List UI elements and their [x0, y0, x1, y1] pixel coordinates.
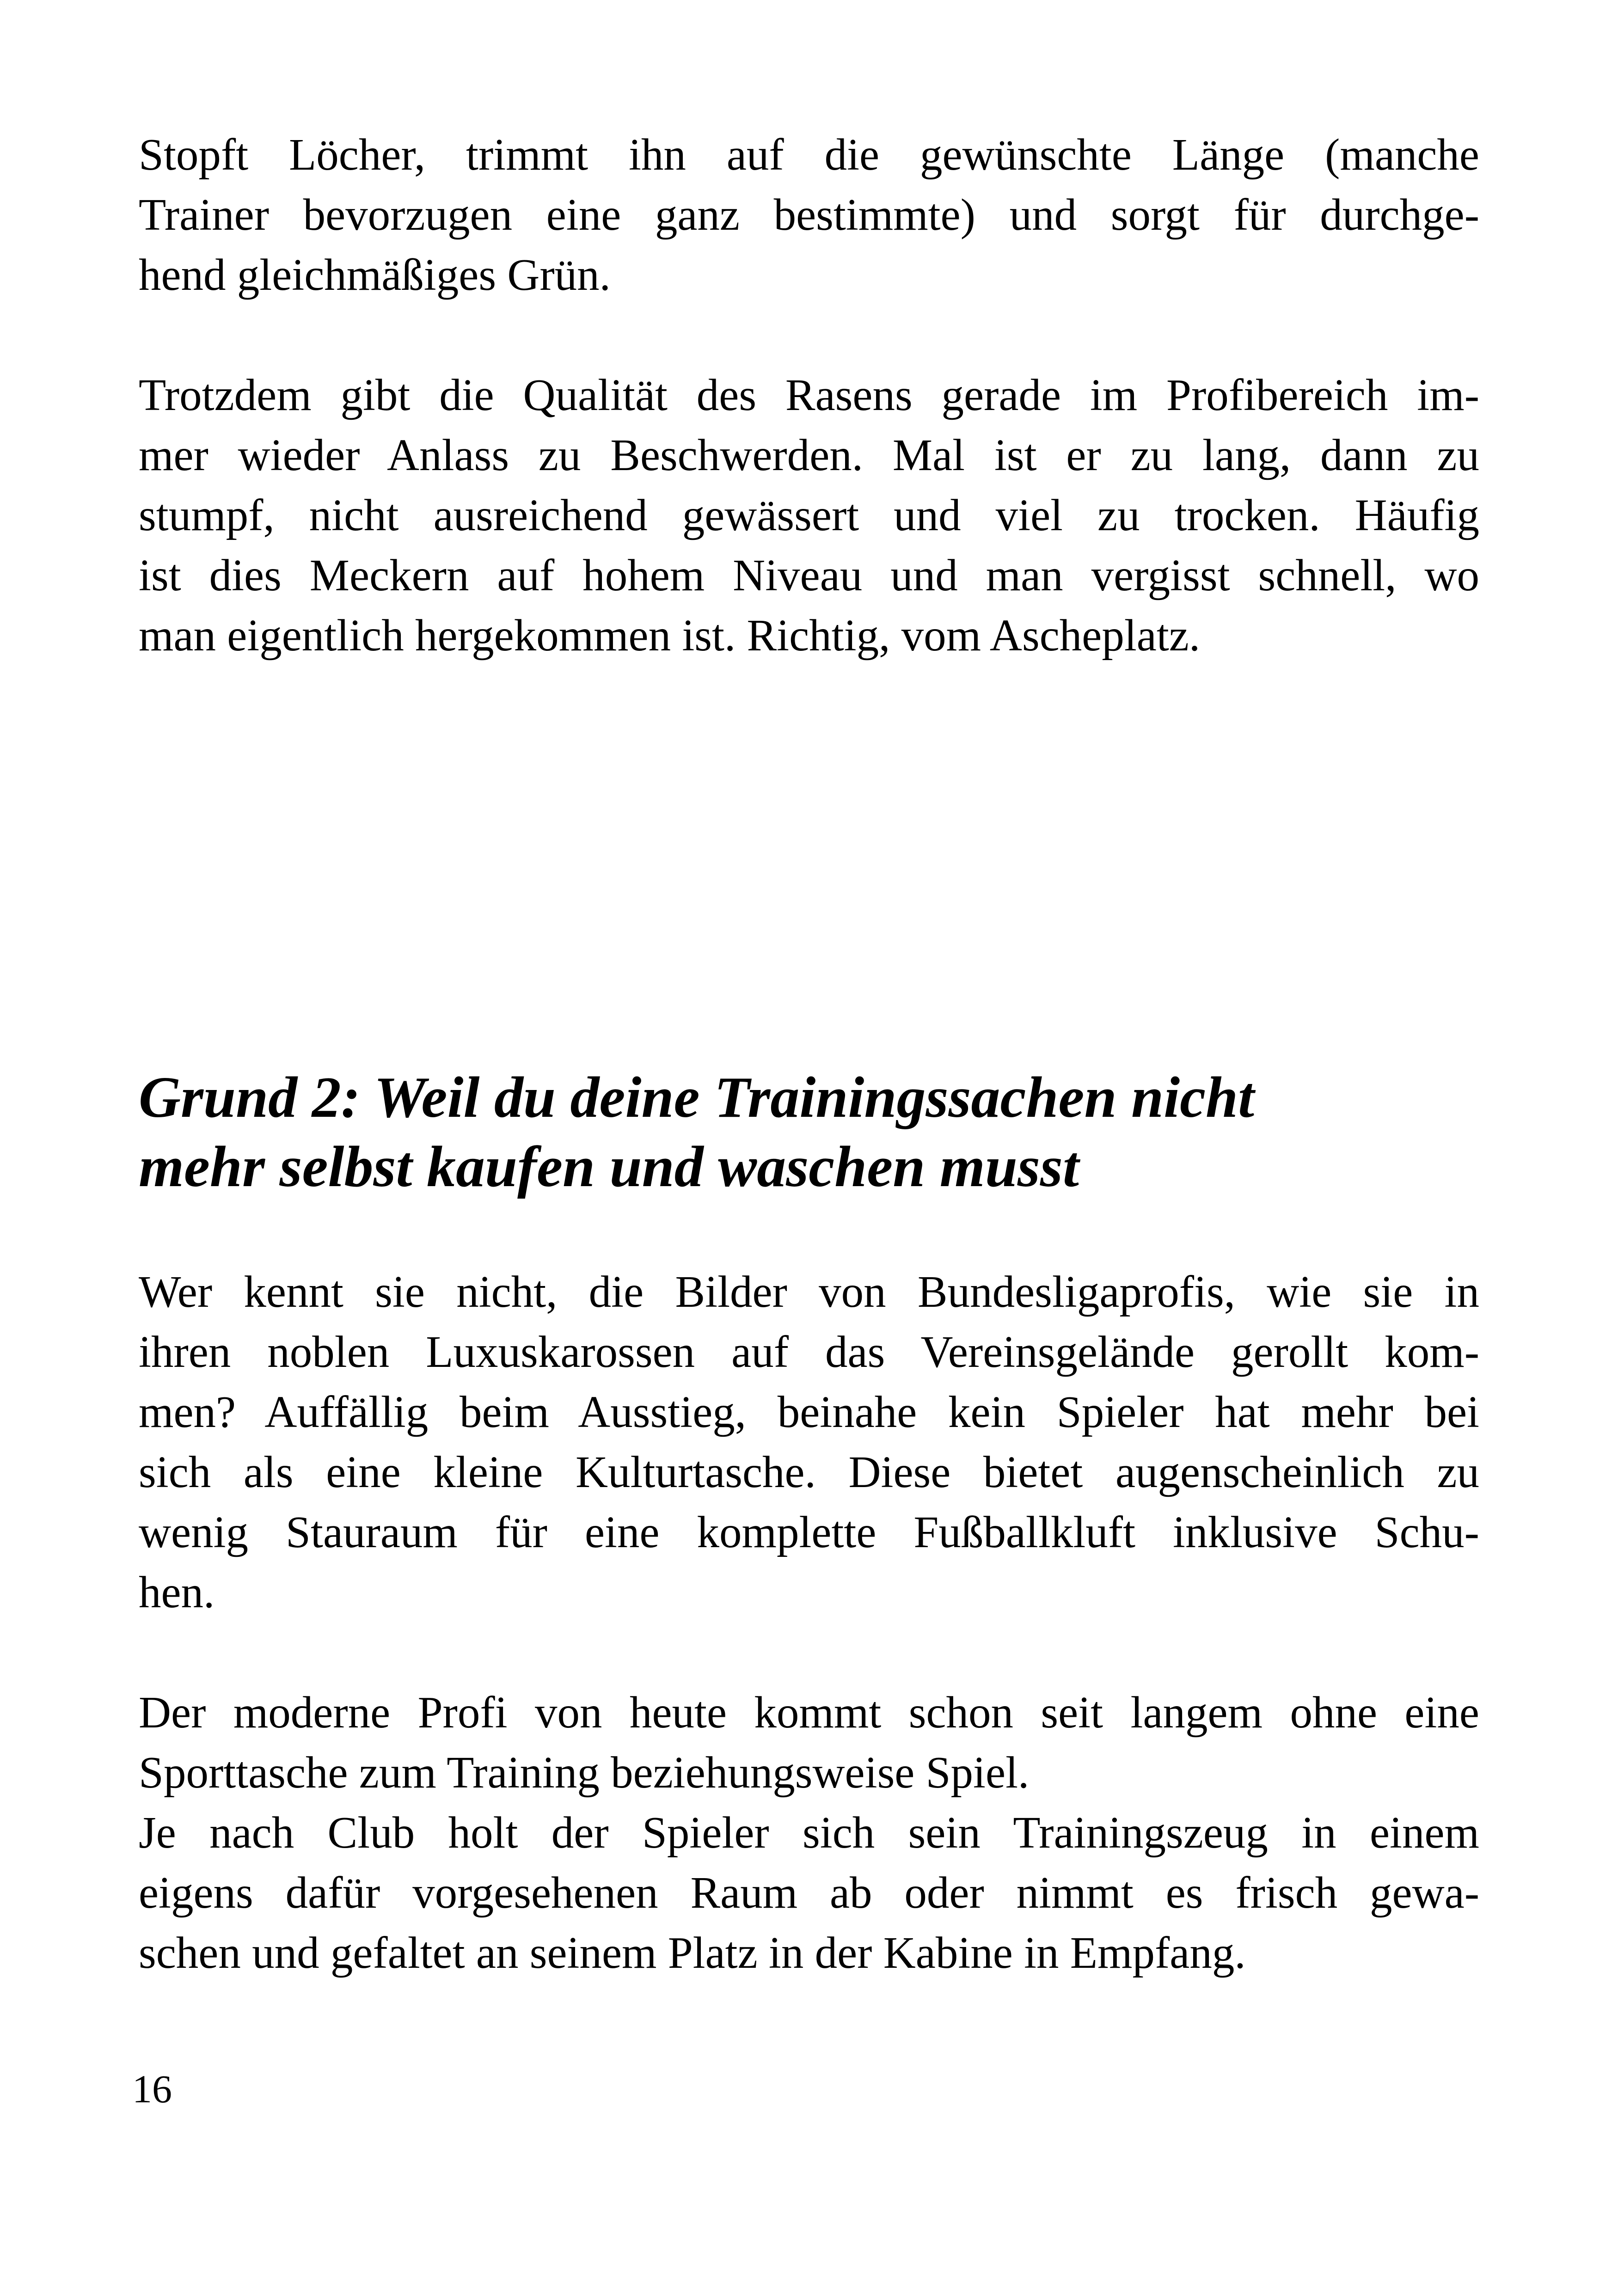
text-line: eigens dafür vorgesehenen Raum ab oder nimmt es frisch gewa-	[139, 1868, 1479, 1917]
text-line: men? Auffällig beim Ausstieg, beinahe kein Spieler hat mehr bei	[139, 1387, 1479, 1437]
paragraph	[139, 125, 1479, 305]
heading-line: mehr selbst kaufen und waschen musst	[139, 1135, 1079, 1199]
text-line: sich als eine kleine Kulturtasche. Diese bietet augenscheinlich zu	[139, 1447, 1479, 1497]
text-line: wenig Stauraum für eine komplette Fußballkluft inklusive Schu-	[139, 1507, 1479, 1557]
text-line: hen.	[139, 1567, 215, 1617]
paragraph	[139, 1683, 1479, 1983]
text-line: ihren noblen Luxuskarossen auf das Vereinsgelände gerollt kom-	[139, 1327, 1479, 1377]
text-line: Sporttasche zum Training beziehungsweise Spiel.	[139, 1748, 1030, 1797]
paragraph	[139, 365, 1479, 666]
text-line: Trainer bevorzugen eine ganz bestimmte) und sorgt für durchge-	[139, 190, 1479, 239]
text-line: stumpf, nicht ausreichend gewässert und viel zu trocken. Häufig	[139, 490, 1479, 540]
text-line: Stopft Löcher, trimmt ihn auf die gewünschte Länge (manche	[139, 130, 1479, 179]
section-heading	[139, 1063, 1479, 1202]
text-line: mer wieder Anlass zu Beschwerden. Mal ist er zu lang, dann zu	[139, 430, 1479, 480]
text-line: Der moderne Profi von heute kommt schon seit langem ohne eine	[139, 1688, 1479, 1737]
page-text-column	[139, 125, 1479, 1983]
page-number: 16	[132, 2067, 172, 2111]
heading-line: Grund 2: Weil du deine Trainingssachen nicht	[139, 1065, 1255, 1130]
text-line: Trotzdem gibt die Qualität des Rasens gerade im Profibereich im-	[139, 370, 1479, 420]
text-line: schen und gefaltet an seinem Platz in der Kabine in Empfang.	[139, 1928, 1246, 1978]
paragraph	[139, 1262, 1479, 1623]
text-line: hend gleichmäßiges Grün.	[139, 250, 611, 300]
text-line: Je nach Club holt der Spieler sich sein Trainingszeug in einem	[139, 1808, 1479, 1857]
text-line: man eigentlich hergekommen ist. Richtig, vom Ascheplatz.	[139, 611, 1201, 660]
text-line: ist dies Meckern auf hohem Niveau und man vergisst schnell, wo	[139, 551, 1479, 600]
text-line: Wer kennt sie nicht, die Bilder von Bundesligaprofis, wie sie in	[139, 1267, 1479, 1316]
